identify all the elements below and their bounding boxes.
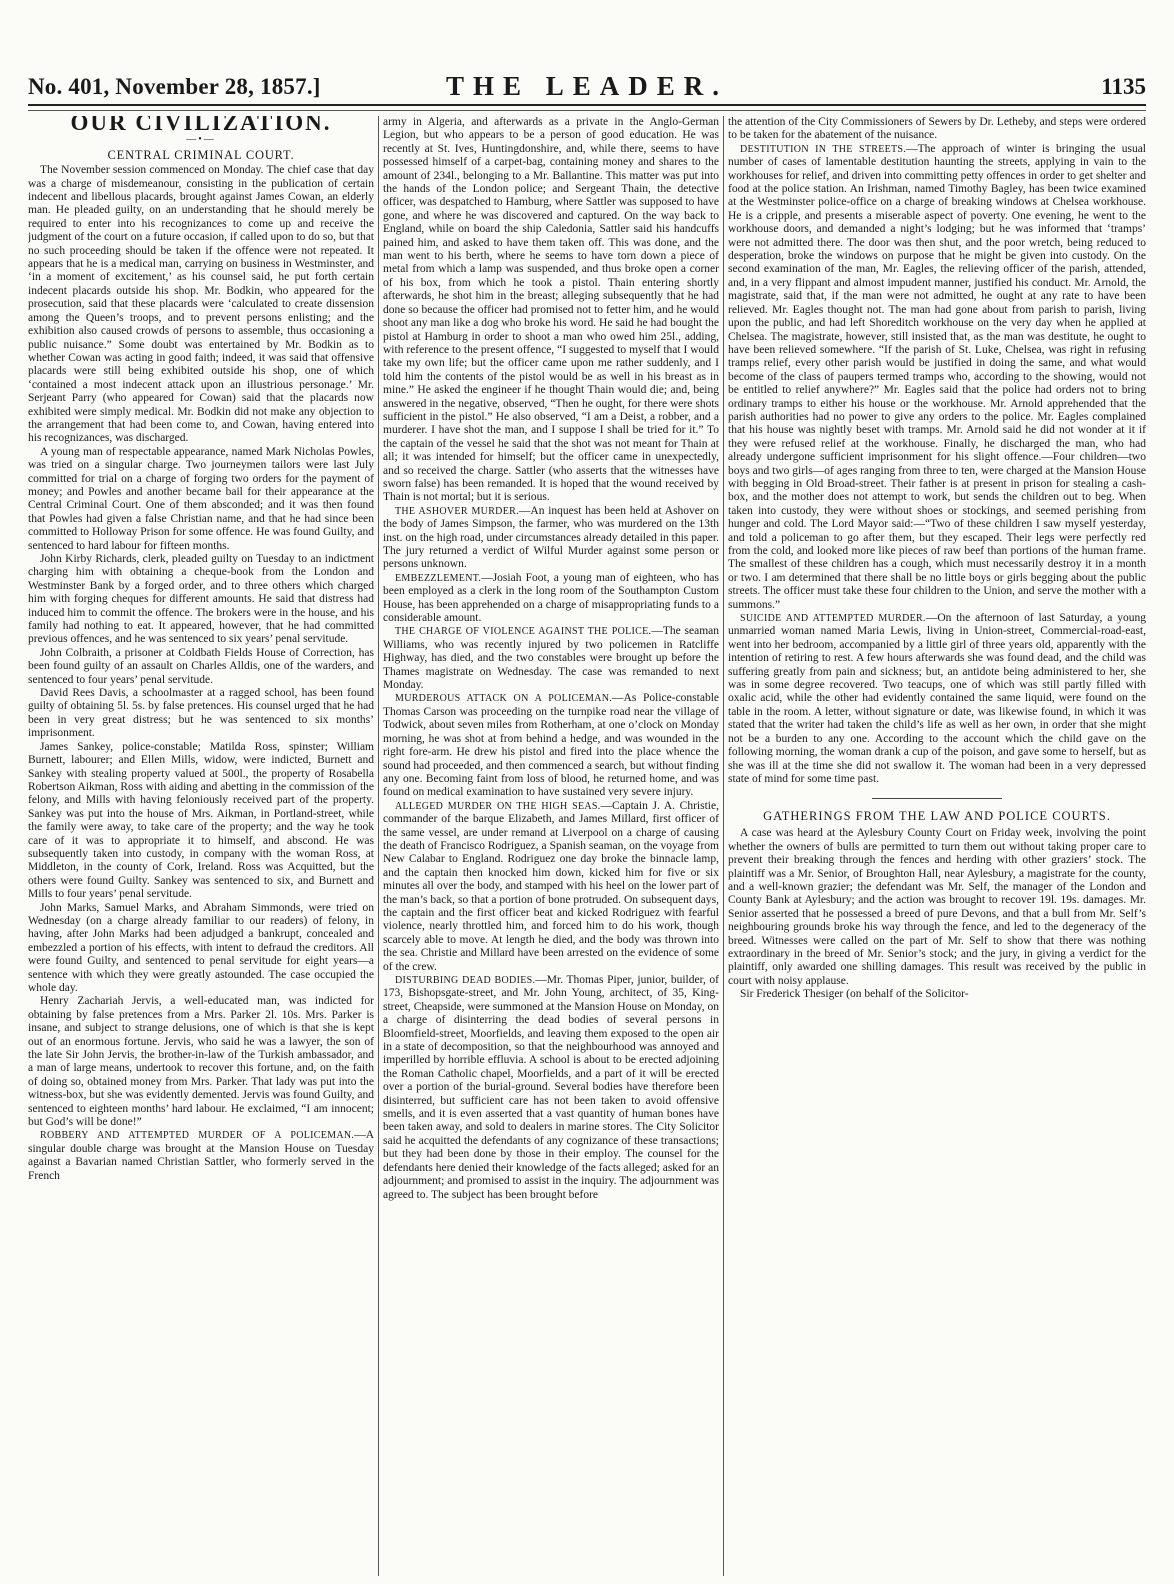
- item-heading: THE ASHOVER MURDER.: [395, 505, 519, 517]
- section-divider: [872, 798, 1002, 799]
- item-heading: ROBBERY AND ATTEMPTED MURDER OF A POLICEMAN.: [40, 1130, 355, 1142]
- item-text: —A singular double charge was brought at the Mansion House on Tuesday against a Bavarian named Christian Sattler, who formerly served in the French: [28, 1129, 374, 1182]
- item-heading: ALLEGED MURDER ON THE HIGH SEAS.: [395, 800, 601, 812]
- article-item: [383, 505, 719, 572]
- section-title: OUR CIVILIZATION.: [70, 116, 332, 135]
- item-heading: DESTITUTION IN THE STREETS.: [740, 143, 907, 155]
- column-1: [28, 116, 374, 1576]
- subsection-title: CENTRAL CRIMINAL COURT.: [107, 147, 295, 162]
- article-item: [383, 625, 719, 692]
- article-item: [383, 974, 719, 1202]
- item-heading: SUICIDE AND ATTEMPTED MURDER.: [740, 613, 926, 625]
- article-item: [383, 800, 719, 974]
- article-item: [728, 612, 1146, 786]
- column-rule: [378, 116, 379, 1576]
- page-number: 1135: [1101, 74, 1146, 99]
- item-text: —An inquest has been held at Ashover on the body of James Simpson, the farmer, who was murdered on the 13th inst. on the high road, under circumstances already detailed in this paper. The jury returned a verdict of Wilful Murder against some person or persons unknown.: [383, 504, 719, 571]
- article-item: [728, 143, 1146, 612]
- issue-line: No. 401, November 28, 1857.]: [28, 74, 321, 99]
- article-paragraph: David Rees Davis, a schoolmaster at a ragged school, has been found guilty of obtaining 5l. 5s. by false pretences. His counsel urged that he had been in very great distress; but he was sentenced to six months’ imprisonment.: [28, 687, 374, 740]
- article-paragraph: Sir Frederick Thesiger (on behalf of the Solicitor-: [740, 988, 969, 1001]
- article-paragraph: John Colbraith, a prisoner at Coldbath Fields House of Correction, has been found guilty of an assault on Charles Alldis, one of the warders, and sentenced to four years’ penal servitude.: [28, 646, 374, 686]
- item-heading: MURDEROUS ATTACK ON A POLICEMAN.: [395, 693, 613, 705]
- item-text: —On the afternoon of last Saturday, a young unmarried woman named Maria Lewis, living in Union-street, Commercial-road-east, went into her bedroom, accompanied by a little girl of three years old, apparently with the intention of retiring to rest. A few hours afterwards she was found dead, and the child was suffering greatly from pain and sickness; but, an antidote being administered to her, she was in some degree recovered. Two teacups, one of which was still partly filled with oxalic acid, while the other had evidently contained the same liquid, were found on the table in the room. A letter, without signature or date, was likewise found, in which it was stated that the writer had taken the child’s life as well as her own, in order that she might not be a burden to any one. According to the account which the child gave on the following morning, the woman drank a cup of the poison, and gave some to herself, but as she was ill at the time she did not swallow it. The woman had been in a very depressed state of mind for some time past.: [728, 612, 1146, 785]
- item-text: —Captain J. A. Christie, commander of the barque Elizabeth, and James Millard, first officer of the same vessel, are under remand at Liverpool on a charge of causing the death of Francisco Rodriguez, a Spanish seaman, on the voyage from New Calabar to England. Rodriguez one day broke the binnacle lamp, and the captain then knocked him down, kicked him for five or six minutes all over the body, and stamped with his heel on the lower part of the man’s back, so that a portion of bone protruded. On subsequent days, the captain and the first officer beat and kicked Rodriguez with fearful violence, nearly throttled him, and forced him to do his work, though scarcely able to move. At length he died, and the body was thrown into the sea. Christie and Millard have been arrested on the evidence of some of the crew.: [383, 799, 719, 973]
- article-item: [28, 1129, 374, 1183]
- column-3: [728, 116, 1146, 1576]
- article-item: [383, 572, 719, 626]
- item-text: —Mr. Thomas Piper, junior, builder, of 173, Bishopsgate-street, and Mr. John Young, architect, of 35, King-street, Cheapside, were summoned at the Mansion House on Monday, on a charge of disinterring the dead bodies of several persons in Bloomfield-street, Moorfields, and leaving them exposed to the open air in a state of decomposition, so that the neighbourhood was annoyed and imperilled by horrible effluvia. A school is about to be erected adjoining the Roman Catholic chapel, Moorfields, and a part of it will be erected over a portion of the burial-ground. Several bodies have therefore been disinterred, but sufficient care has not been taken to avoid offensive smells, and it is even asserted that a vast quantity of human bones have been taken away, and sold to dealers in marine stores. The City Solicitor said he acquitted the defendants of any cognizance of these transactions; but they had been done by those in their employ. The counsel for the defendants here denied their knowledge of the facts alleged; asked for an adjournment; and promised to assist in the inquiry. The adjournment was agreed to. The subject has been brought before: [383, 974, 719, 1201]
- article-paragraph: A case was heard at the Aylesbury County Court on Friday week, involving the point whether the owners of bulls are permitted to turn them out without taking proper care to prevent their breaking through the fences and herding with other graziers’ stock. The plaintiff was a Mr. Senior, of Broughton Hall, near Aylesbury, a magistrate for the county, and a well-known grazier; the defendant was Mr. Self, the manager of the London and County Bank at Aylesbury; and the action was brought to recover 19l. 19s. damages. Mr. Senior asserted that he possessed a breed of pure Devons, and that a bull from Mr. Self’s neighbouring grounds broke his way through the fence, and led to the degeneracy of the breed. Witnesses were called on the part of Mr. Self to show that there was nothing extraordinary in the breed of Mr. Senior’s stock; and the jury, in giving a verdict for the plaintiff, only awarded one shilling damages. This result was received by the public in court with noisy applause.: [728, 827, 1146, 987]
- item-text: —As Police-constable Thomas Carson was proceeding on the turnpike road near the village of Todwick, about seven miles from Rotherham, at one o’clock on Monday morning, he was shot at from behind a hedge, and was wounded in the right fore-arm. He drew his pistol and fired into the place whence the sound had proceeded, and then commenced a search, but without finding any one. Becoming faint from loss of blood, he returned home, and was found on medical examination to have sustained very severe injury.: [383, 692, 719, 799]
- article-paragraph: James Sankey, police-constable; Matilda Ross, spinster; William Burnett, labourer; and Ellen Mills, widow, were indicted, Burnett and Sankey with stealing property valued at 500l., the property of Rosabella Robertson Aikman, Ross with aiding and abetting in the commission of the felony, and Mills with having feloniously received part of the property. Sankey was put into the house of Mrs. Aikman, in Portland-street, while the family were away, to take care of the property; and the way he took care of it was to appropriate it to himself, and abscond. He was subsequently taken into custody, in company with the woman Ross, at Middleton, in the county of Cork, Ireland. Ross was Acquitted, but the others were found Guilty. Sankey was sentenced to six, and Burnett and Mills to four years’ penal servitude.: [28, 740, 374, 901]
- column-2: [383, 116, 719, 1576]
- item-heading: THE CHARGE OF VIOLENCE AGAINST THE POLICE.: [395, 626, 652, 638]
- item-text: —Josiah Foot, a young man of eighteen, who has been employed as a clerk in the long room of the Southampton Custom House, has been apprehended on a charge of misappropriating funds to a considerable amount.: [383, 571, 719, 625]
- newspaper-title: THE LEADER.: [445, 71, 729, 101]
- article-paragraph: A young man of respectable appearance, named Mark Nicholas Powles, was tried on a singular charge. Two journeymen tailors were last July committed for trial on a charge of forging two orders for the payment of money; and Powles and another became bail for their appearance at the Central Criminal Court. One of them absconded; and it was then found that Powles had given a false Christian name, and that he had since been committed to Holloway Prison for some offence. He was found Guilty, and sentenced to hard labour for fifteen months.: [28, 445, 374, 552]
- article-paragraph: John Kirby Richards, clerk, pleaded guilty on Tuesday to an indictment charging him with obtaining a cheque-book from the London and Westminster Bank by a forged order, and to three others which charged him with forging cheques for different amounts. He said that distress had induced him to commit the offence. The brokers were in the house, and his family had nothing to eat. It appeared, however, that he had committed previous offences, and he was sentenced to six years’ penal servitude.: [28, 553, 374, 646]
- article-paragraph: army in Algeria, and afterwards as a private in the Anglo-German Legion, but who appears to be a person of good education. He was recently at St. Ives, Huntingdonshire, and, while there, seems to have possessed himself of a carpet-bag, containing money and shares to the amount of 234l., belonging to a Mr. Ballantine. This matter was put into the hands of the London police; and Sergeant Thain, the detective officer, was despatched to Hamburg, where Sattler was supposed to have gone, and where he was discovered and captured. On the way back to England, while on board the ship Caledonia, Sattler said his handcuffs pained him, and asked to have them taken off. This was done, and the man went to his berth, where he seems to have torn down a piece of metal from which a lamp was suspended, and thus broke open a corner of his box, from which he took a pistol. Thain entering shortly afterwards, he shot him in the breast; alleging subsequently that he had done so because the officer had promised not to fetter him, and he would shoot any man like a dog who broke his word. He said he had bought the pistol at Hamburg in order to shoot a man who owed him 25l., adding, with reference to the present offence, “I suggested to myself that I would take my own life; but the officer came upon me rather suddenly, and I told him the contents of the pistol would be as well in his breast as in mine.” He asked the engineer if he thought Thain would die; and, being answered in the negative, observed, “Then he ought, for there were shots sufficient in the pistol.” He also observed, “I am a Deist, a robber, and a murderer. I have shot the man, and I suppose I shall be tried for it.” To the captain of the vessel he said that the shot was not meant for Thain at all; it was intended for himself; but the officer came in unexpectedly, and so received the charge. Sattler (who asserts that the witnesses have sworn false) has been remanded. It is hoped that the wound received by Thain is not mortal; but it is serious.: [383, 116, 719, 504]
- article-paragraph: The November session commenced on Monday. The chief case that day was a charge of misdemeanour, consisting in the publication of certain indecent and libellous placards, brought against James Cowan, an elderly man. He pleaded guilty, on an understanding that he should merely be required to enter into his recognizances to come up and receive the judgment of the court on a future occasion, if called upon to do so, but that no such proceeding should be taken if the offence were not repeated. It appears that he is a medical man, carrying on business in Westminster, and ‘in a moment of excitement,’ as his counsel said, he put forth certain indecent placards outside his shop. Mr. Bodkin, who appeared for the prosecution, said that these placards were ‘calculated to create dissension among the Queen’s troops, and to prevent persons enlisting; and the exhibition also caused crowds of persons to assemble, thus occasioning a public nuisance.” Some doubt was entertained by Mr. Bodkin as to whether Cowan was acting in good faith; indeed, it was said that offensive placards were still being exhibited outside his shop, one of which ‘contained a most indecent attack upon an illustrious personage.’ Mr. Serjeant Parry (who appeared for Cowan) said that the placards now exhibited were simply medical. Mr. Bodkin did not make any objection to the arrangement that had been come to, and Cowan, having entered into his recognizances, was discharged.: [28, 164, 374, 445]
- section-title: GATHERINGS FROM THE LAW AND POLICE COURTS.: [763, 809, 1111, 824]
- item-heading: DISTURBING DEAD BODIES.: [395, 975, 536, 986]
- ornament-divider: —•—: [186, 134, 216, 146]
- masthead: [28, 70, 1146, 106]
- article-paragraph: the attention of the City Commissioners of Sewers by Dr. Letheby, and steps were ordered to be taken for the abatement of the nuisance.: [728, 116, 1146, 142]
- article-item: [383, 692, 719, 799]
- item-heading: EMBEZZLEMENT.: [395, 572, 482, 584]
- item-text: —The seaman Williams, who was recently injured by two policemen in Ratcliffe Highway, has died, and the two constables were brought up before the Thames magistrate on Wednesday. The case was remanded to next Monday.: [383, 625, 719, 692]
- article-paragraph: John Marks, Samuel Marks, and Abraham Simmonds, were tried on Wednesday (on a charge already familiar to our readers) of felony, in having, after John Marks had been adjudged a bankrupt, concealed and embezzled a portion of his effects, with intent to defraud the creditors. All were found Guilty, and sentenced to penal servitude for eight years—a sentence with which they were greatly astounded. The case occupied the whole day.: [28, 901, 374, 994]
- masthead-rule: [28, 110, 1146, 111]
- item-text: —The approach of winter is bringing the usual number of cases of lamentable destitution haunting the streets, applying in vain to the workhouses for relief, and driven into committing petty offences in order to get shelter and food at the police station. An Irishman, named Timothy Bagley, has been twice examined at the Westminster police-office on a charge of breaking windows at Chelsea workhouse. He is a cripple, and presents a miserable aspect of poverty. One evening, he went to the workhouse doors, and demanded a night’s lodging; but he was informed that ‘tramps’ were not admitted there. The door was then shut, and the poor wretch, being reduced to desperation, broke the windows on purpose that he might be given into custody. On the second examination of the man, Mr. Eagles, the relieving officer of the parish, attended, and, in a very flippant and almost impudent manner, justified his conduct. Mr. Arnold, the magistrate, said that, if the man were not admitted, he ought at any rate to have been relieved. Mr. Eagles thought not. The man had gone about from parish to parish, living upon the public, and had left Shoreditch workhouse on the very day when he applied at Chelsea. The magistrate, however, still insisted that, as the man was destitute, he ought to have been relieved somewhere. “If the parish of St. Luke, Chelsea, was right in refusing tramps relief, every other parish would be justified in doing the same, and what would become of the class of paupers termed tramps who, according to the showing, would not be entitled to relief anywhere?” Mr. Eagles said that the police had orders not to bring ordinary tramps to either his house or the workhouse. Mr. Arnold apprehended that the parish authorities had no power to give any orders to the police. Mr. Eagles complained that his house was nightly beset with tramps. Mr. Arnold said he did not wonder at it if they were refused relief at the workhouse. Finally, he discharged the man, who had already undergone sufficient imprisonment for his slight offence.—Four children—two boys and two girls—of ages ranging from three to ten, were charged at the Mansion House with begging in Old Broad-street. Their father is at present in prison for stealing a cash-box, and the mother does not attempt to work, but sends the children out to beg. When taken into custody, they were without shoes or stockings, and seemed perishing from hunger and cold. The Lord Mayor said:—“Two of these children I saw myself yesterday, and told a policeman to go after them, but they escaped. Their legs were perfectly red from the cold, and looked more like pieces of raw beef than portions of the human frame. The smallest of these children has a cough, which must necessarily destroy it in a month or two. I am determined that there shall be no little boys or girls begging about the public streets. The officer must take these four children to the Union, and serve the mother with a summons.”: [728, 142, 1146, 611]
- column-rule: [723, 116, 724, 1576]
- article-paragraph: Henry Zachariah Jervis, a well-educated man, was indicted for obtaining by false pretences from a Mrs. Parker 2l. 10s. Mrs. Parker is insane, and subject to strange delusions, one of which is that she is kept out of an enormous fortune. Jervis, who said he was a lawyer, the son of the late Sir John Jervis, the brother-in-law of the Turkish ambassador, and a man of large means, undertook to recover this fortune, and, on the faith of doing so, obtained money from Mrs. Parker. That lady was put into the witness-box, but she was evidently demented. Jervis was found Guilty, and sentenced to eighteen months’ hard labour. He exclaimed, “I am innocent; but God’s will be done!”: [28, 995, 374, 1129]
